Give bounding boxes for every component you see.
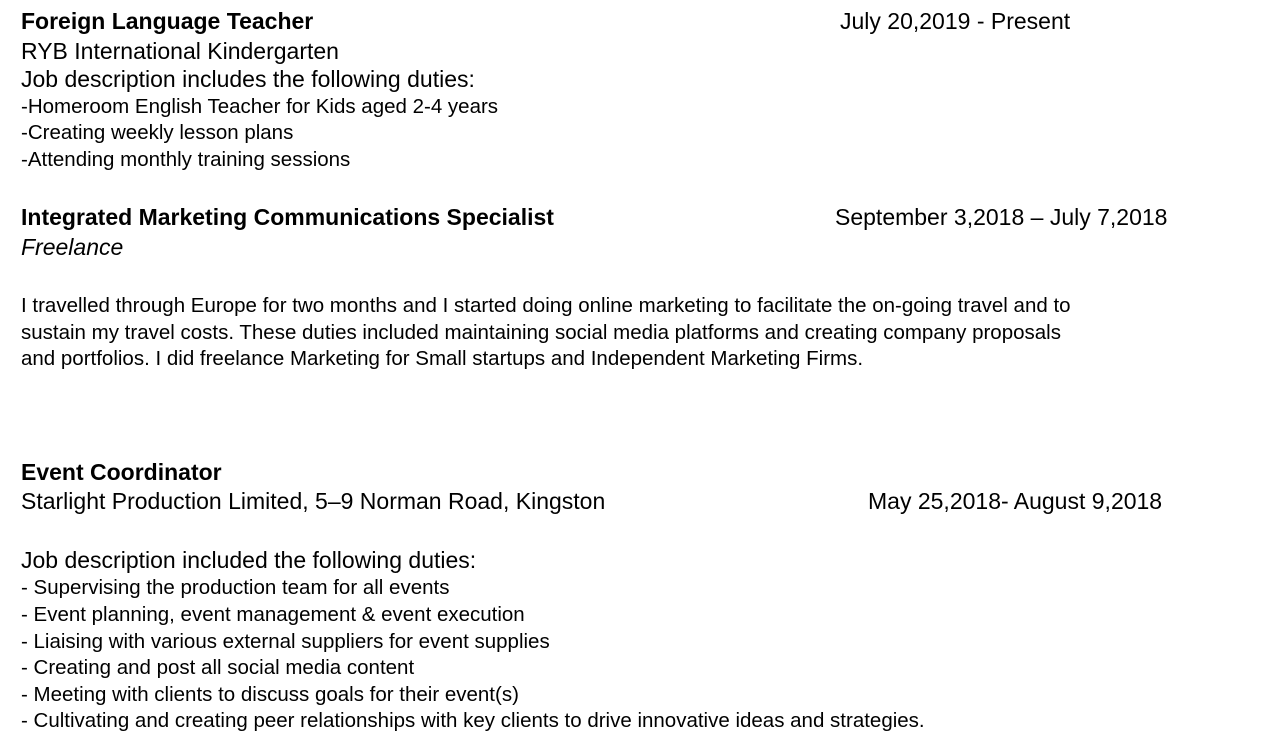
duty-item: -Attending monthly training sessions	[21, 148, 351, 171]
paragraph-line: I travelled through Europe for two months and I started doing online marketing to facilitate the on-going travel and to	[21, 294, 1071, 317]
job-description-intro: Job description includes the following duties:	[21, 66, 475, 92]
duty-item: - Event planning, event management & event execution	[21, 603, 525, 626]
job-description-paragraph	[21, 293, 1221, 373]
job-employer: Freelance	[21, 234, 124, 260]
paragraph-line: and portfolios. I did freelance Marketing for Small startups and Independent Marketing Firms.	[21, 347, 864, 370]
duty-item: - Supervising the production team for all events	[21, 576, 450, 599]
job-title: Integrated Marketing Communications Specialist	[21, 204, 554, 230]
job-dates: September 3,2018 – July 7,2018	[835, 204, 1168, 230]
job-title: Foreign Language Teacher	[21, 8, 314, 34]
job-employer: Starlight Production Limited, 5–9 Norman Road, Kingston	[21, 488, 606, 514]
duty-item: - Meeting with clients to discuss goals for their event(s)	[21, 683, 519, 706]
duty-item: -Creating weekly lesson plans	[21, 121, 294, 144]
duty-item: - Cultivating and creating peer relationships with key clients to drive innovative ideas and strategies.	[21, 709, 925, 732]
job-description-intro: Job description included the following duties:	[21, 547, 477, 573]
job-dates: July 20,2019 - Present	[840, 8, 1071, 34]
duty-item: -Homeroom English Teacher for Kids aged 2-4 years	[21, 95, 499, 118]
job-title: Event Coordinator	[21, 459, 222, 485]
duty-item: - Liaising with various external suppliers for event supplies	[21, 630, 550, 653]
job-dates: May 25,2018- August 9,2018	[868, 488, 1163, 514]
paragraph-line: sustain my travel costs. These duties included maintaining social media platforms and creating company proposals	[21, 320, 1061, 344]
duty-item: - Creating and post all social media content	[21, 656, 415, 679]
job-employer: RYB International Kindergarten	[21, 38, 339, 64]
